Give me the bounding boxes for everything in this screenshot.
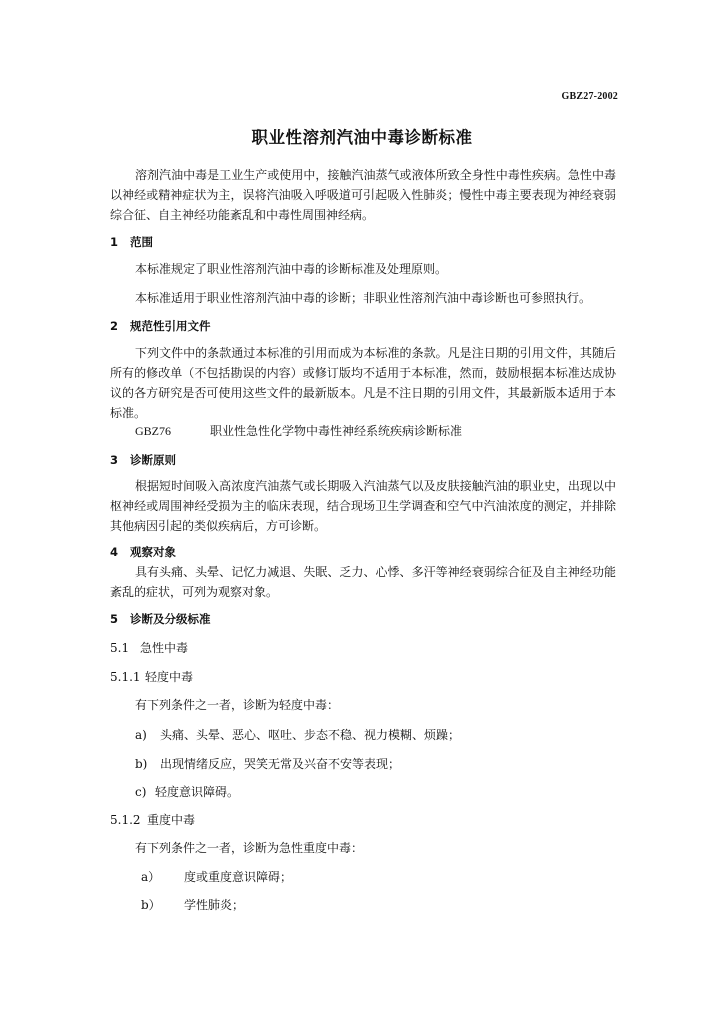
list-item bbox=[135, 756, 400, 772]
intro-paragraph: 溶剂汽油中毒是工业生产或使用中，接触汽油蒸气或液体所致全身性中毒性疾病。急性中毒以神经或精神症状为主，误将汽油吸入呼吸道可引起吸入性肺炎；慢性中毒主要表现为神经衰弱综合征、自主神经功能紊乱和中毒性周围神经病。 bbox=[110, 168, 616, 222]
section-4-heading bbox=[110, 544, 176, 560]
list-item bbox=[135, 727, 460, 743]
section-title: 规范性引用文件 bbox=[130, 319, 211, 333]
section-number: 4 bbox=[110, 545, 119, 559]
list-item-text: 度或重度意识障碍； bbox=[184, 870, 293, 884]
section-number: 5 bbox=[110, 612, 119, 626]
list-item-marker: c) bbox=[135, 785, 147, 799]
subsection-title: 重度中毒 bbox=[147, 813, 196, 827]
section-5-heading bbox=[110, 611, 211, 627]
section-number: 1 bbox=[110, 235, 119, 249]
section-2-heading bbox=[110, 318, 211, 334]
standard-code: GBZ27-2002 bbox=[561, 91, 618, 102]
list-item-text: 学性肺炎； bbox=[184, 898, 245, 912]
subsection-number: 5.1.1 bbox=[110, 670, 141, 684]
subsection-number: 5.1 bbox=[110, 641, 130, 655]
section-3-heading bbox=[110, 452, 176, 468]
subsection-5-1-1-heading bbox=[110, 669, 193, 685]
subsection-title: 急性中毒 bbox=[140, 641, 189, 655]
section-1-paragraph-1: 本标准规定了职业性溶剂汽油中毒的诊断标准及处理原则。 bbox=[135, 262, 448, 276]
subsection-number: 5.1.2 bbox=[110, 813, 141, 827]
list-item bbox=[141, 869, 292, 885]
list-item-marker: b) bbox=[135, 757, 148, 771]
normative-reference bbox=[135, 423, 462, 439]
section-4-paragraph-1: 具有头痛、头晕、记忆力减退、失眠、乏力、心悸、多汗等神经衰弱综合征及自主神经功能紊乱的症状，可列为观察对象。 bbox=[110, 565, 616, 599]
section-2-paragraph-1: 下列文件中的条款通过本标准的引用而成为本标准的条款。凡是注日期的引用文件，其随后所有的修改单（不包括勘误的内容）或修订版均不适用于本标准，然而，鼓励根据本标准达成协议的各方研究是否可使用这些文件的最新版本。凡是不注日期的引用文件，其最新版本适用于本标准。 bbox=[110, 346, 616, 420]
section-number: 2 bbox=[110, 319, 119, 333]
subsection-5-1-heading bbox=[110, 640, 188, 656]
section-title: 观察对象 bbox=[130, 545, 176, 559]
list-item-text: 头痛、头晕、恶心、呕吐、步态不稳、视力模糊、烦躁； bbox=[160, 728, 461, 742]
subsection-5-1-1-lead: 有下列条件之一者，诊断为轻度中毒： bbox=[135, 698, 340, 712]
section-title: 诊断及分级标准 bbox=[130, 612, 211, 626]
list-item-marker: b） bbox=[141, 898, 161, 912]
section-1-heading bbox=[110, 234, 153, 250]
section-3-paragraph-1: 根据短时间吸入高浓度汽油蒸气或长期吸入汽油蒸气以及皮肤接触汽油的职业史，出现以中枢神经或周围神经受损为主的临床表现，结合现场卫生学调查和空气中汽油浓度的测定，并排除其他病因引起的类似疾病后，方可诊断。 bbox=[110, 479, 616, 533]
subsection-5-1-2-lead: 有下列条件之一者，诊断为急性重度中毒： bbox=[135, 841, 364, 855]
section-1-paragraph-2: 本标准适用于职业性溶剂汽油中毒的诊断；非职业性溶剂汽油中毒诊断也可参照执行。 bbox=[135, 291, 592, 305]
list-item-marker: a) bbox=[135, 728, 147, 742]
section-title: 诊断原则 bbox=[130, 453, 176, 467]
reference-code: GBZ76 bbox=[135, 424, 171, 438]
reference-title: 职业性急性化学物中毒性神经系统疾病诊断标准 bbox=[210, 424, 463, 438]
list-item-marker: a） bbox=[141, 870, 161, 884]
subsection-5-1-2-heading bbox=[110, 812, 195, 828]
list-item-text: 轻度意识障碍。 bbox=[155, 785, 240, 799]
list-item-text: 出现情绪反应，哭笑无常及兴奋不安等表现； bbox=[160, 757, 401, 771]
section-number: 3 bbox=[110, 453, 119, 467]
list-item bbox=[141, 897, 244, 913]
document-title: 职业性溶剂汽油中毒诊断标准 bbox=[251, 128, 473, 147]
list-item bbox=[135, 784, 239, 800]
section-title: 范围 bbox=[130, 235, 153, 249]
subsection-title: 轻度中毒 bbox=[145, 670, 194, 684]
